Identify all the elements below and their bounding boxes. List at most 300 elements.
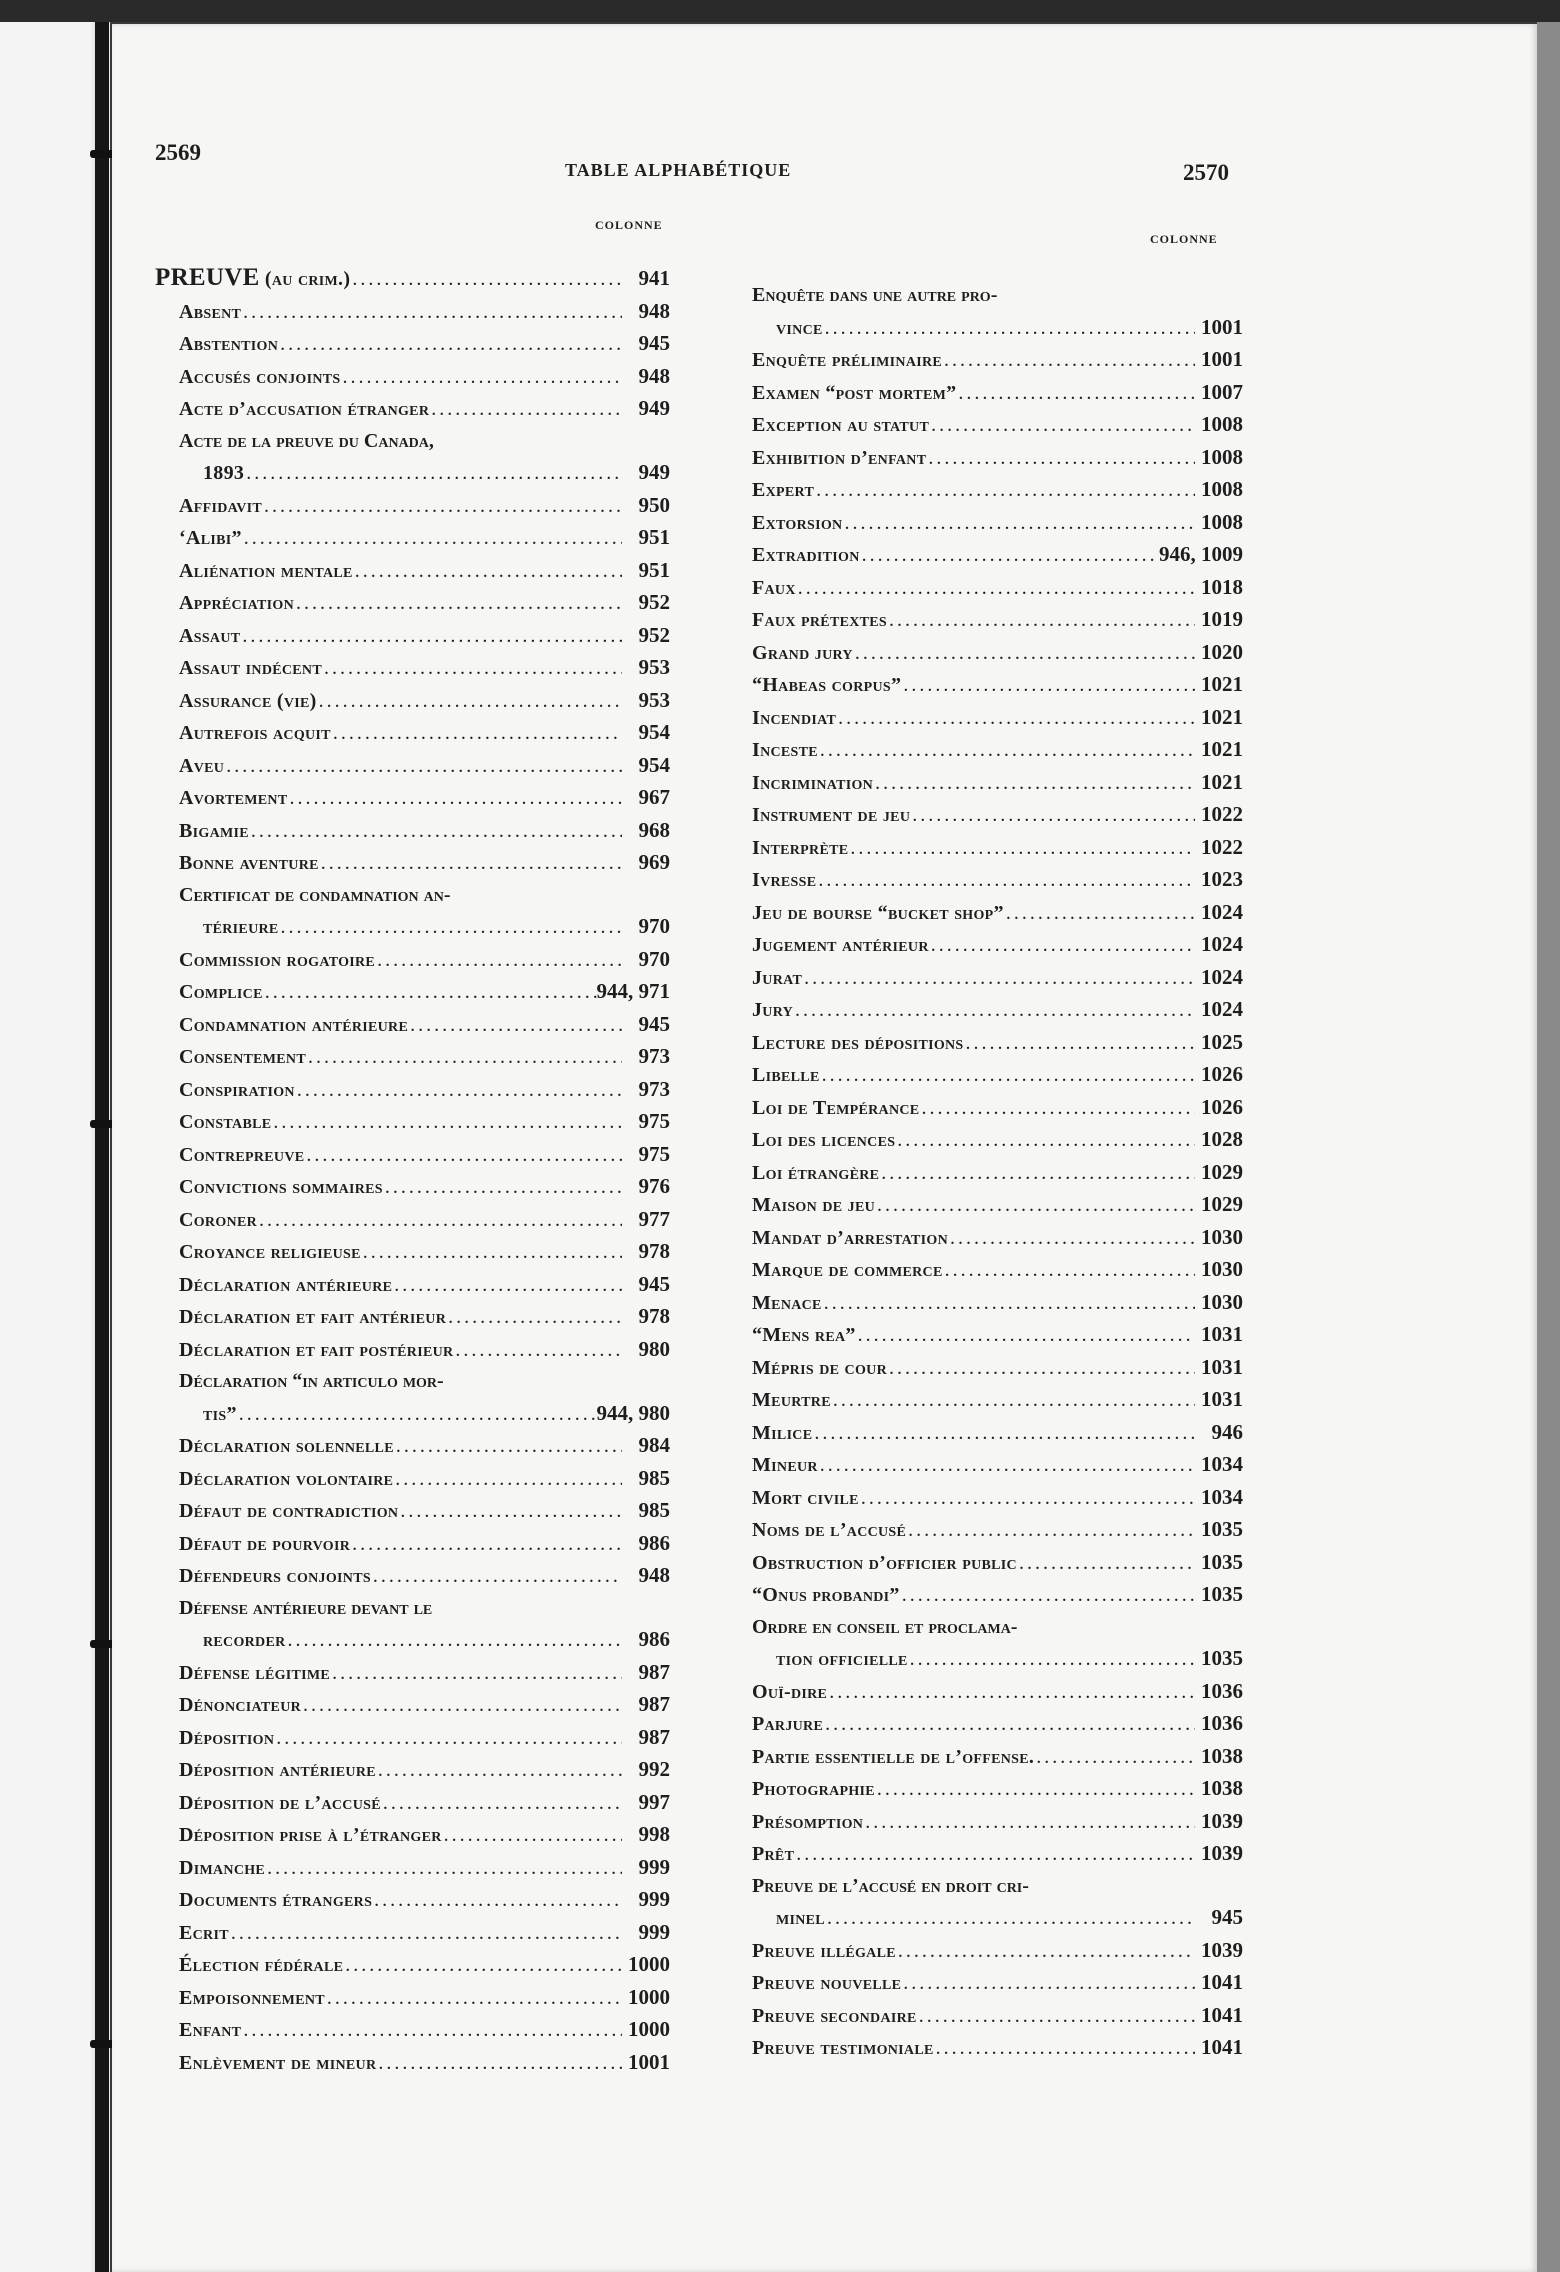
index-entry-column-ref: 968: [638, 817, 670, 842]
index-entry-term: Grand jury: [752, 641, 853, 664]
index-entry-column-ref: 951: [638, 525, 670, 549]
index-entry: [728, 1254, 1243, 1287]
index-entry: [728, 962, 1243, 995]
index-entry: [728, 864, 1243, 897]
index-entry: [155, 620, 670, 653]
dot-leader: [863, 1807, 1195, 1839]
index-entry-term: Loi de Tempérance: [752, 1096, 920, 1119]
dot-leader: [453, 1335, 622, 1367]
index-entry-column-ref: 1039: [1201, 1937, 1243, 1962]
index-entry: [728, 1514, 1243, 1547]
index-entry-column-ref: 949: [638, 460, 670, 484]
dot-leader: [802, 963, 1195, 995]
index-entry-term: térieure: [203, 916, 279, 938]
index-entry: [155, 1236, 670, 1269]
index-entry: [155, 976, 670, 1009]
index-entry-column-ref: 1020: [1201, 639, 1243, 664]
index-entry: [728, 344, 1243, 377]
dot-leader: [244, 458, 622, 490]
index-entry: [728, 1547, 1243, 1580]
index-entry-column-ref: 1021: [1201, 737, 1243, 761]
index-entry-term: Acte d’accusation étranger: [179, 398, 430, 420]
index-entry-column-ref: 1034: [1201, 1484, 1243, 1509]
index-entry-column-ref: 946: [1211, 1419, 1243, 1444]
index-entry-column-ref: 999: [638, 1854, 670, 1879]
dot-leader: [383, 1172, 622, 1204]
index-entry-column-ref: 1001: [1201, 314, 1243, 339]
index-entry-term: Affidavit: [179, 494, 263, 517]
index-entry-term: Faux prétextes: [752, 609, 887, 631]
index-entry-term: Déclaration et fait postérieur: [179, 1338, 454, 1361]
index-entry: [155, 685, 670, 718]
index-entry: [728, 929, 1243, 962]
index-entry-term: Incendiat: [752, 706, 837, 729]
index-entry-column-ref: 1039: [1201, 1808, 1243, 1833]
index-entry-term: Conspiration: [179, 1078, 295, 1101]
dot-leader: [249, 816, 622, 848]
index-entry-column-ref: 1030: [1201, 1289, 1243, 1314]
dot-leader: [350, 264, 622, 296]
dot-leader: [240, 621, 622, 653]
index-entry-term: Faux: [752, 576, 796, 599]
dot-leader: [371, 1561, 622, 1593]
index-entry: [155, 750, 670, 783]
index-entry-column-ref: 948: [638, 298, 670, 323]
index-entry-column-ref: 1008: [1201, 509, 1243, 534]
index-entry-term: Examen “post mortem”: [752, 381, 957, 404]
dot-leader: [294, 588, 622, 620]
dot-leader: [887, 605, 1195, 637]
index-entry-term: Lecture des dépositions: [752, 1031, 964, 1054]
index-entry-term: Défense légitime: [179, 1661, 331, 1684]
index-entry: [155, 1301, 670, 1334]
index-entry: [155, 1754, 670, 1787]
index-entry-column-ref: 1024: [1201, 899, 1243, 924]
dot-leader: [896, 1936, 1195, 1968]
index-entry-term: Interprète: [752, 836, 849, 859]
dot-leader: [908, 1644, 1195, 1676]
index-entry: [155, 1269, 670, 1302]
dot-leader: [942, 345, 1195, 377]
dot-leader: [398, 1496, 622, 1528]
index-entry: [155, 1041, 670, 1074]
index-entry: [728, 1871, 1243, 1935]
index-entry-term: Mineur: [752, 1454, 818, 1476]
index-entry: [728, 409, 1243, 442]
index-entry-term-first-line: Déclaration “in articulo mor-: [179, 1370, 444, 1392]
index-entry-term: Dénonciateur: [179, 1694, 302, 1716]
index-entry-term: Défaut de pourvoir: [179, 1532, 351, 1555]
index-entry: [155, 1560, 670, 1593]
index-entry-column-ref: 1023: [1201, 867, 1243, 891]
index-entry: [155, 1657, 670, 1690]
index-entry: [155, 1204, 670, 1237]
index-entry-column-ref: 1038: [1201, 1743, 1243, 1768]
index-entry-term: Dimanche: [179, 1856, 266, 1879]
dot-leader: [353, 556, 622, 588]
index-entry-column-ref: 1026: [1201, 1094, 1243, 1119]
index-entry: [728, 442, 1243, 475]
dot-leader: [304, 1140, 622, 1172]
dot-leader: [825, 1903, 1195, 1935]
index-entry-term: Assaut indécent: [179, 657, 322, 679]
index-entry-column-ref: 992: [638, 1757, 670, 1781]
index-entry-column-ref: 1028: [1201, 1127, 1243, 1151]
index-entry-term: Mort civile: [752, 1486, 859, 1509]
index-entry-term: “Onus probandi”: [752, 1584, 900, 1606]
index-entry-term: Ivresse: [752, 869, 817, 891]
dot-leader: [1017, 1548, 1195, 1580]
index-entry-term: Extradition: [752, 544, 860, 566]
left-page-margin: [0, 22, 110, 2272]
index-entry-term: tis”: [203, 1402, 237, 1425]
index-entry: [155, 490, 670, 523]
index-entry-column-ref: 1036: [1201, 1678, 1243, 1703]
index-entry-column-ref: 970: [638, 946, 670, 971]
dot-leader: [879, 1158, 1195, 1190]
dot-leader: [340, 362, 622, 394]
index-entry: [155, 296, 670, 329]
index-entry-term: Consentement: [179, 1046, 306, 1068]
index-entry-column-ref: 973: [638, 1044, 670, 1068]
scan-top-edge: [0, 0, 1560, 22]
index-entry-column-ref: 1007: [1201, 379, 1243, 404]
index-entry-column-ref: 976: [638, 1174, 670, 1198]
index-entry-column-ref: 945: [638, 331, 670, 355]
index-entry-column-ref: 1039: [1201, 1841, 1243, 1865]
index-entry: [155, 262, 670, 296]
index-entry: [155, 652, 670, 685]
index-entry-column-ref: 1024: [1201, 964, 1243, 989]
index-entry-column-ref: 1030: [1201, 1224, 1243, 1249]
index-entry: [728, 1417, 1243, 1450]
index-entry-column-ref: 948: [638, 363, 670, 388]
index-entry-term: Loi des licences: [752, 1129, 896, 1151]
index-entry-column-ref: 1022: [1201, 834, 1243, 859]
dot-leader: [392, 1270, 622, 1302]
dot-leader: [408, 1010, 622, 1042]
index-entry-column-ref: 1038: [1201, 1776, 1243, 1800]
index-entry-term: Partie essentielle de l’offense.: [752, 1745, 1035, 1768]
dot-leader: [325, 1983, 622, 2015]
dot-leader: [900, 1580, 1195, 1612]
index-entry-term: Loi étrangère: [752, 1161, 880, 1184]
dot-leader: [793, 995, 1195, 1027]
dot-leader: [263, 977, 597, 1009]
dot-leader: [853, 638, 1195, 670]
dot-leader: [860, 540, 1159, 572]
index-entry-column-ref: 1001: [628, 2049, 670, 2074]
dot-leader: [301, 1690, 622, 1722]
index-entry-term: Milice: [752, 1421, 813, 1444]
index-entry-term: Empoisonnement: [179, 1986, 325, 2009]
dot-leader: [848, 833, 1195, 865]
index-entry: [728, 1027, 1243, 1060]
dot-leader: [929, 410, 1195, 442]
index-entry-term: Preuve nouvelle: [752, 1972, 902, 1994]
dot-leader: [446, 1302, 622, 1334]
dot-leader: [322, 653, 622, 685]
index-entry: [728, 1741, 1243, 1774]
index-entry: [155, 944, 670, 977]
index-entry-term: minel: [776, 1907, 825, 1929]
index-entry-term: Inceste: [752, 739, 818, 761]
index-entry: [155, 1852, 670, 1885]
index-entry: [728, 1222, 1243, 1255]
index-entry: [728, 377, 1243, 410]
index-entry-column-ref: 1030: [1201, 1257, 1243, 1281]
index-entry-term: Mandat d’arrestation: [752, 1226, 948, 1249]
index-entry-term: Marque de commerce: [752, 1259, 943, 1281]
index-entry: [155, 1009, 670, 1042]
index-entry: [728, 1287, 1243, 1320]
index-entry-column-ref: 999: [638, 1887, 670, 1911]
index-entry-column-ref: 1022: [1201, 802, 1243, 826]
index-entry-column-ref: 987: [638, 1659, 670, 1684]
index-entry: [155, 1949, 670, 1982]
index-entry-column-ref: 1018: [1201, 574, 1243, 599]
index-entry-column-ref: 1024: [1201, 997, 1243, 1021]
running-title: TABLE ALPHABÉTIQUE: [565, 160, 792, 180]
index-entry-term-first-line: Ordre en conseil et proclama-: [752, 1615, 1018, 1638]
index-entry-term: tion officielle: [776, 1648, 908, 1670]
dot-leader: [856, 1320, 1195, 1352]
index-entry-term: “Habeas corpus”: [752, 674, 902, 696]
index-entry: [728, 897, 1243, 930]
index-entry-term: vince: [776, 316, 823, 339]
index-entry-column-ref: 986: [638, 1530, 670, 1555]
index-entry: [728, 1806, 1243, 1839]
index-entry: [155, 1139, 670, 1172]
index-entry-term: Coroner: [179, 1208, 257, 1231]
index-entry-column-ref: 1000: [628, 1952, 670, 1976]
dot-leader: [887, 1353, 1195, 1385]
dot-leader: [330, 1658, 622, 1690]
dot-leader: [901, 670, 1195, 702]
index-entry-term: Enquête préliminaire: [752, 349, 943, 371]
index-entry: [728, 604, 1243, 637]
dot-leader: [910, 800, 1195, 832]
index-entry: [155, 880, 670, 944]
index-entry-term: Jury: [752, 999, 794, 1021]
index-entry-column-ref: 952: [638, 590, 670, 614]
index-entry-column-ref: 997: [638, 1789, 670, 1814]
column-label-left: COLONNE: [595, 218, 663, 232]
index-entry: [155, 1171, 670, 1204]
index-entry-term: Expert: [752, 479, 815, 501]
index-entry-term-first-line: Défense antérieure devant le: [179, 1596, 433, 1619]
index-entry: [155, 1463, 670, 1496]
index-entry-column-ref: 954: [638, 752, 670, 777]
index-entry-column-ref: 985: [638, 1498, 670, 1522]
dot-leader: [241, 297, 622, 329]
index-entry-column-ref: 1029: [1201, 1192, 1243, 1216]
index-entry-term: Élection fédérale: [179, 1954, 344, 1976]
dot-leader: [372, 1885, 622, 1917]
dot-leader: [816, 865, 1195, 897]
dot-leader: [343, 1950, 622, 1982]
dot-leader: [818, 1450, 1195, 1482]
index-entry-column-ref: 1019: [1201, 607, 1243, 631]
index-entry-column-ref: 986: [638, 1627, 670, 1651]
dot-leader: [842, 508, 1195, 540]
dot-leader: [376, 2048, 622, 2080]
index-entry-column-ref: 950: [638, 492, 670, 517]
index-entry-column-ref: 951: [638, 557, 670, 582]
index-entry: [155, 1366, 670, 1430]
index-entry-term: Assurance (vie): [179, 689, 317, 712]
index-entry: [728, 1189, 1243, 1222]
index-entry: [155, 1528, 670, 1561]
dot-leader: [831, 1385, 1195, 1417]
index-entry-term-first-line: Certificat de condamnation an-: [179, 883, 451, 906]
index-entry-term: Mépris de cour: [752, 1356, 887, 1379]
index-entry: [728, 637, 1243, 670]
index-entry-column-ref: 945: [1211, 1905, 1243, 1929]
index-entry: [728, 1773, 1243, 1806]
index-entry-term: Exhibition d’enfant: [752, 446, 927, 469]
dot-leader: [381, 1788, 622, 1820]
index-entry-column-ref: 1035: [1201, 1646, 1243, 1670]
index-entry: [155, 1430, 670, 1463]
index-entry-term: Preuve illégale: [752, 1939, 896, 1962]
index-entry: [728, 767, 1243, 800]
index-entry: [155, 1982, 670, 2015]
index-entry-term: Assaut: [179, 624, 241, 647]
index-entry-column-ref: 975: [638, 1109, 670, 1133]
index-entry: [728, 734, 1243, 767]
index-entry-column-ref: 946, 1009: [1159, 542, 1243, 566]
dot-leader: [895, 1125, 1195, 1157]
index-entry: [728, 507, 1243, 540]
index-entry-term: Déposition prise à l’étranger: [179, 1824, 442, 1846]
index-entry-term: Jurat: [752, 966, 803, 989]
dot-leader: [394, 1431, 622, 1463]
index-entry-term: Instrument de jeu: [752, 804, 911, 826]
index-entry-column-ref: 987: [638, 1692, 670, 1716]
dot-leader: [265, 1853, 622, 1885]
dot-leader: [836, 703, 1195, 735]
index-entry-term: Aliénation mentale: [179, 559, 353, 582]
index-entry-column-ref: 952: [638, 622, 670, 647]
index-entry-column-ref: 945: [638, 1271, 670, 1296]
index-entry: [155, 1884, 670, 1917]
index-entry-column-ref: 1035: [1201, 1549, 1243, 1574]
index-entry-column-ref: 953: [638, 687, 670, 712]
index-entry-column-ref: 1035: [1201, 1582, 1243, 1606]
dot-leader: [873, 768, 1195, 800]
index-entry-column-ref: 1036: [1201, 1711, 1243, 1735]
index-entry-term: Maison de jeu: [752, 1194, 876, 1216]
dot-leader: [919, 1093, 1195, 1125]
dot-leader: [796, 573, 1195, 605]
index-entry-term: Déclaration et fait antérieur: [179, 1306, 447, 1328]
dot-leader: [229, 1918, 622, 1950]
dot-leader: [929, 930, 1195, 962]
index-entry: [728, 1352, 1243, 1385]
dot-leader: [393, 1464, 622, 1496]
index-entry: [728, 1612, 1243, 1676]
column-label-right: COLONNE: [1150, 232, 1218, 246]
index-entry: [728, 2032, 1243, 2065]
index-entry: [155, 717, 670, 750]
index-entry-term-first-line: Enquête dans une autre pro-: [752, 284, 998, 306]
index-entry-column-ref: 1024: [1201, 932, 1243, 956]
index-entry: [728, 280, 1243, 344]
index-entry-term: Défaut de contradiction: [179, 1500, 399, 1522]
index-entry-term: recorder: [203, 1629, 286, 1651]
dot-leader: [442, 1820, 622, 1852]
index-entry-term: Ouï-dire: [752, 1680, 828, 1703]
dot-leader: [943, 1255, 1195, 1287]
dot-leader: [274, 1723, 622, 1755]
index-entry-term: Aveu: [179, 754, 225, 777]
index-entry-column-ref: 998: [638, 1822, 670, 1846]
page-edge-shadow: [1537, 22, 1560, 2272]
index-entry: [155, 1689, 670, 1722]
index-entry-column-ref: 978: [638, 1304, 670, 1328]
dot-leader: [317, 686, 622, 718]
index-entry: [728, 1676, 1243, 1709]
index-entry-term: Noms de l’accusé: [752, 1519, 907, 1541]
index-entry-column-ref: 1034: [1201, 1452, 1243, 1476]
index-entry-term: Extorsion: [752, 511, 843, 534]
index-entry-term: Avortement: [179, 787, 288, 809]
index-column-left: [155, 262, 670, 2079]
index-entry-column-ref: 1001: [1201, 347, 1243, 371]
dot-leader: [1034, 1742, 1195, 1774]
index-entry: [155, 782, 670, 815]
index-entry: [728, 832, 1243, 865]
index-entry-column-ref: 1000: [628, 1984, 670, 2009]
index-entry: [728, 572, 1243, 605]
dot-leader: [948, 1223, 1195, 1255]
index-entry-column-ref: 1000: [628, 2017, 670, 2041]
dot-leader: [287, 783, 622, 815]
index-entry-column-ref: 1021: [1201, 769, 1243, 794]
index-entry: [728, 1124, 1243, 1157]
index-entry-column-ref: 980: [638, 1336, 670, 1361]
index-entry-column-ref: 999: [638, 1919, 670, 1944]
index-entry: [155, 1074, 670, 1107]
index-entry-column-ref: 1008: [1201, 412, 1243, 436]
dot-leader: [350, 1529, 622, 1561]
index-entry-term: Parjure: [752, 1713, 824, 1735]
dot-leader: [242, 523, 622, 555]
index-entry: [728, 1319, 1243, 1352]
index-entry-column-ref: 978: [638, 1239, 670, 1263]
index-entry: [155, 587, 670, 620]
index-entry: [155, 2014, 670, 2047]
index-entry-column-ref: 944, 980: [596, 1400, 670, 1425]
dot-leader: [814, 475, 1195, 507]
index-entry-term: Preuve testimoniale: [752, 2037, 934, 2059]
index-entry-column-ref: 970: [638, 914, 670, 938]
index-entry-column-ref: 967: [638, 785, 670, 809]
index-entry-column-ref: 1041: [1201, 1970, 1243, 1994]
index-entry-column-ref: 987: [638, 1724, 670, 1749]
dot-leader: [262, 491, 622, 523]
index-entry-term: Appréciation: [179, 592, 295, 614]
index-entry-column-ref: 954: [638, 720, 670, 744]
dot-leader: [1004, 898, 1195, 930]
index-entry-column-ref: 949: [638, 396, 670, 420]
index-entry-column-ref: 1031: [1201, 1354, 1243, 1379]
index-entry-term: Commission rogatoire: [179, 948, 376, 971]
index-entry: [728, 1059, 1243, 1092]
index-entry: [728, 669, 1243, 702]
dot-leader: [823, 313, 1195, 345]
